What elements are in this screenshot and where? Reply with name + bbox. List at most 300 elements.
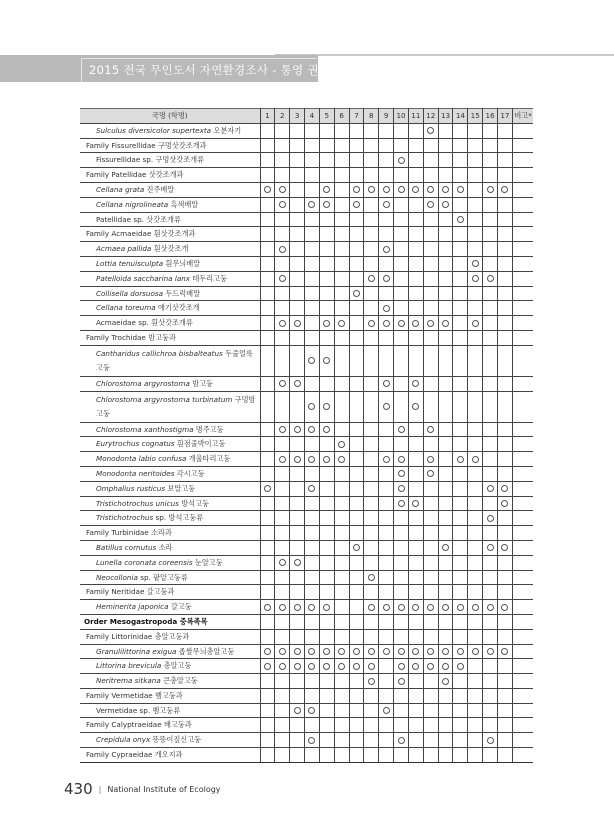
presence-circle-icon — [427, 127, 434, 134]
site-9-cell — [379, 718, 394, 733]
site-11-cell — [408, 600, 423, 615]
site-7-cell — [349, 481, 364, 496]
site-16-cell — [483, 674, 498, 689]
site-13-cell — [438, 733, 453, 748]
presence-circle-icon — [323, 648, 330, 655]
site-12-cell — [423, 540, 438, 555]
header-site-5: 5 — [319, 109, 334, 124]
site-15-cell — [468, 659, 483, 674]
site-15-cell — [468, 718, 483, 733]
site-7-cell — [349, 570, 364, 585]
site-17-cell — [498, 242, 513, 257]
site-3-cell — [290, 437, 305, 452]
korean-name: 똥똥이짚신고둥 — [152, 735, 202, 745]
site-3-cell — [290, 496, 305, 511]
note-cell — [512, 688, 533, 703]
site-5-cell — [319, 316, 334, 331]
korean-name: 두줄얼룩고둥 — [96, 348, 253, 372]
site-10-cell — [394, 123, 409, 138]
site-13-cell — [438, 123, 453, 138]
header-site-13: 13 — [438, 109, 453, 124]
site-11-cell — [408, 733, 423, 748]
site-1-cell — [260, 168, 275, 183]
scientific-name: Crepidula onyx — [96, 735, 151, 745]
site-1-cell — [260, 629, 275, 644]
site-3-cell — [290, 659, 305, 674]
site-11-cell — [408, 242, 423, 257]
site-15-cell — [468, 376, 483, 391]
site-14-cell — [453, 242, 468, 257]
site-13-cell — [438, 437, 453, 452]
site-5-cell — [319, 301, 334, 316]
presence-circle-icon — [353, 648, 360, 655]
site-9-cell — [379, 212, 394, 227]
site-3-cell — [290, 286, 305, 301]
note-cell — [512, 271, 533, 286]
site-2-cell — [275, 718, 290, 733]
presence-circle-icon — [398, 485, 405, 492]
note-cell — [512, 481, 533, 496]
site-9-cell — [379, 511, 394, 526]
korean-name: 갈고둥 — [170, 602, 192, 612]
site-7-cell — [349, 168, 364, 183]
korean-name: 구멍삿갓조개류 — [155, 155, 205, 165]
site-3-cell — [290, 123, 305, 138]
site-7-cell — [349, 644, 364, 659]
site-13-cell — [438, 153, 453, 168]
site-15-cell — [468, 540, 483, 555]
site-13-cell — [438, 496, 453, 511]
site-5-cell — [319, 496, 334, 511]
site-14-cell — [453, 540, 468, 555]
site-17-cell — [498, 452, 513, 467]
site-16-cell — [483, 437, 498, 452]
site-8-cell — [364, 703, 379, 718]
presence-circle-icon — [279, 426, 286, 433]
site-9-cell — [379, 659, 394, 674]
site-10-cell — [394, 138, 409, 153]
site-13-cell — [438, 585, 453, 600]
site-10-cell — [394, 733, 409, 748]
species-name-cell — [80, 123, 260, 138]
site-11-cell — [408, 345, 423, 376]
site-13-cell — [438, 330, 453, 345]
site-16-cell — [483, 614, 498, 629]
site-8-cell — [364, 466, 379, 481]
scientific-name: Cellana grata — [96, 184, 145, 194]
presence-circle-icon — [338, 441, 345, 448]
site-6-cell — [334, 182, 349, 197]
scientific-name: Chlorostoma argyrostoma turbinatum — [96, 394, 233, 404]
presence-circle-icon — [442, 186, 449, 193]
site-10-cell — [394, 511, 409, 526]
site-10-cell — [394, 614, 409, 629]
species-name-cell — [80, 256, 260, 271]
site-17-cell — [498, 138, 513, 153]
species-row — [80, 286, 533, 301]
family-row — [80, 688, 533, 703]
korean-name: 흰삿갓조개 — [153, 244, 189, 254]
site-3-cell — [290, 316, 305, 331]
site-12-cell — [423, 256, 438, 271]
presence-circle-icon — [279, 320, 286, 327]
presence-circle-icon — [353, 544, 360, 551]
species-name-cell — [80, 271, 260, 286]
korean-name: 갈고둥과 — [146, 587, 175, 597]
site-16-cell — [483, 168, 498, 183]
species-name-cell — [80, 227, 260, 242]
site-17-cell — [498, 600, 513, 615]
site-6-cell — [334, 168, 349, 183]
site-14-cell — [453, 718, 468, 733]
site-9-cell — [379, 330, 394, 345]
site-5-cell — [319, 718, 334, 733]
site-9-cell — [379, 286, 394, 301]
site-4-cell — [305, 256, 320, 271]
site-13-cell — [438, 286, 453, 301]
site-9-cell — [379, 242, 394, 257]
site-8-cell — [364, 481, 379, 496]
site-15-cell — [468, 733, 483, 748]
site-14-cell — [453, 703, 468, 718]
species-row — [80, 674, 533, 689]
site-17-cell — [498, 540, 513, 555]
site-10-cell — [394, 316, 409, 331]
site-7-cell — [349, 271, 364, 286]
species-name-cell — [80, 391, 260, 422]
site-12-cell — [423, 466, 438, 481]
site-10-cell — [394, 182, 409, 197]
site-1-cell — [260, 511, 275, 526]
site-7-cell — [349, 511, 364, 526]
site-12-cell — [423, 182, 438, 197]
site-4-cell — [305, 540, 320, 555]
presence-circle-icon — [442, 678, 449, 685]
site-11-cell — [408, 391, 423, 422]
site-14-cell — [453, 316, 468, 331]
site-15-cell — [468, 197, 483, 212]
site-13-cell — [438, 271, 453, 286]
site-11-cell — [408, 182, 423, 197]
presence-circle-icon — [368, 320, 375, 327]
site-10-cell — [394, 301, 409, 316]
site-6-cell — [334, 496, 349, 511]
site-1-cell — [260, 496, 275, 511]
species-row — [80, 437, 533, 452]
presence-circle-icon — [472, 604, 479, 611]
site-3-cell — [290, 688, 305, 703]
site-8-cell — [364, 748, 379, 763]
header-site-9: 9 — [379, 109, 394, 124]
site-2-cell — [275, 526, 290, 541]
site-6-cell — [334, 437, 349, 452]
site-17-cell — [498, 376, 513, 391]
site-4-cell — [305, 330, 320, 345]
site-15-cell — [468, 301, 483, 316]
site-14-cell — [453, 570, 468, 585]
species-name-cell — [80, 644, 260, 659]
presence-circle-icon — [368, 648, 375, 655]
site-10-cell — [394, 391, 409, 422]
site-15-cell — [468, 748, 483, 763]
site-16-cell — [483, 570, 498, 585]
site-12-cell — [423, 242, 438, 257]
site-10-cell — [394, 629, 409, 644]
site-14-cell — [453, 256, 468, 271]
korean-name: 배고둥과 — [163, 720, 192, 730]
site-1-cell — [260, 703, 275, 718]
species-name-cell — [80, 466, 260, 481]
presence-circle-icon — [412, 320, 419, 327]
site-11-cell — [408, 570, 423, 585]
scientific-name: Cellana nigrolineata — [96, 199, 169, 209]
site-2-cell — [275, 422, 290, 437]
species-name-cell — [80, 659, 260, 674]
site-14-cell — [453, 182, 468, 197]
site-14-cell — [453, 345, 468, 376]
note-cell — [512, 212, 533, 227]
note-cell — [512, 376, 533, 391]
korean-name: 각시고둥 — [176, 468, 205, 478]
site-4-cell — [305, 526, 320, 541]
site-9-cell — [379, 301, 394, 316]
site-11-cell — [408, 452, 423, 467]
site-17-cell — [498, 496, 513, 511]
site-3-cell — [290, 452, 305, 467]
site-13-cell — [438, 391, 453, 422]
scientific-name: Lottia tenuisculpta — [96, 258, 164, 268]
species-row — [80, 452, 533, 467]
site-10-cell — [394, 168, 409, 183]
site-7-cell — [349, 286, 364, 301]
species-name-cell — [80, 330, 260, 345]
site-1-cell — [260, 674, 275, 689]
presence-circle-icon — [368, 186, 375, 193]
site-9-cell — [379, 182, 394, 197]
korean-name: 테두리고둥 — [192, 273, 228, 283]
family-row — [80, 629, 533, 644]
site-8-cell — [364, 256, 379, 271]
note-cell — [512, 718, 533, 733]
site-11-cell — [408, 748, 423, 763]
site-10-cell — [394, 718, 409, 733]
site-12-cell — [423, 555, 438, 570]
presence-circle-icon — [264, 485, 271, 492]
presence-circle-icon — [294, 604, 301, 611]
species-name-cell — [80, 540, 260, 555]
site-1-cell — [260, 733, 275, 748]
presence-circle-icon — [294, 663, 301, 670]
site-7-cell — [349, 600, 364, 615]
site-8-cell — [364, 555, 379, 570]
site-1-cell — [260, 123, 275, 138]
site-14-cell — [453, 301, 468, 316]
site-5-cell — [319, 644, 334, 659]
site-2-cell — [275, 242, 290, 257]
korean-name: 개울타리고둥 — [188, 454, 231, 464]
site-7-cell — [349, 437, 364, 452]
site-10-cell — [394, 748, 409, 763]
site-12-cell — [423, 316, 438, 331]
header-site-8: 8 — [364, 109, 379, 124]
presence-circle-icon — [442, 648, 449, 655]
note-cell — [512, 301, 533, 316]
presence-circle-icon — [279, 201, 286, 208]
species-name-cell — [80, 688, 260, 703]
site-11-cell — [408, 614, 423, 629]
site-17-cell — [498, 153, 513, 168]
site-1-cell — [260, 585, 275, 600]
site-3-cell — [290, 600, 305, 615]
site-16-cell — [483, 271, 498, 286]
species-name-cell — [80, 585, 260, 600]
note-cell — [512, 511, 533, 526]
site-3-cell — [290, 570, 305, 585]
site-14-cell — [453, 286, 468, 301]
site-15-cell — [468, 555, 483, 570]
presence-circle-icon — [279, 663, 286, 670]
presence-circle-icon — [427, 648, 434, 655]
note-cell — [512, 659, 533, 674]
site-7-cell — [349, 227, 364, 242]
scientific-name: Nerítrema sitkana — [96, 676, 161, 686]
site-15-cell — [468, 138, 483, 153]
presence-circle-icon — [323, 426, 330, 433]
scientific-name: Patelloida saccharina lanx — [96, 273, 191, 283]
site-9-cell — [379, 227, 394, 242]
site-10-cell — [394, 600, 409, 615]
species-row — [80, 570, 533, 585]
site-3-cell — [290, 748, 305, 763]
species-row — [80, 600, 533, 615]
site-5-cell — [319, 345, 334, 376]
site-11-cell — [408, 123, 423, 138]
site-7-cell — [349, 182, 364, 197]
site-2-cell — [275, 688, 290, 703]
site-3-cell — [290, 511, 305, 526]
site-16-cell — [483, 452, 498, 467]
header-site-1: 1 — [260, 109, 275, 124]
site-6-cell — [334, 570, 349, 585]
site-14-cell — [453, 674, 468, 689]
site-16-cell — [483, 659, 498, 674]
site-6-cell — [334, 688, 349, 703]
site-11-cell — [408, 629, 423, 644]
species-row — [80, 256, 533, 271]
presence-circle-icon — [383, 201, 390, 208]
species-row — [80, 466, 533, 481]
presence-circle-icon — [398, 186, 405, 193]
site-16-cell — [483, 540, 498, 555]
presence-circle-icon — [294, 456, 301, 463]
site-6-cell — [334, 212, 349, 227]
site-2-cell — [275, 629, 290, 644]
presence-circle-icon — [383, 380, 390, 387]
site-6-cell — [334, 718, 349, 733]
presence-circle-icon — [294, 380, 301, 387]
species-row — [80, 481, 533, 496]
site-6-cell — [334, 629, 349, 644]
site-16-cell — [483, 555, 498, 570]
presence-circle-icon — [501, 544, 508, 551]
note-cell — [512, 585, 533, 600]
site-10-cell — [394, 330, 409, 345]
site-13-cell — [438, 168, 453, 183]
site-9-cell — [379, 123, 394, 138]
species-name-cell — [80, 733, 260, 748]
site-16-cell — [483, 466, 498, 481]
scientific-name: Family Acmaeidae — [86, 229, 152, 239]
site-11-cell — [408, 674, 423, 689]
site-9-cell — [379, 316, 394, 331]
family-row — [80, 168, 533, 183]
site-10-cell — [394, 659, 409, 674]
site-13-cell — [438, 422, 453, 437]
site-4-cell — [305, 496, 320, 511]
scientific-name: Neocollonia — [96, 572, 138, 582]
site-2-cell — [275, 197, 290, 212]
presence-circle-icon — [487, 648, 494, 655]
site-6-cell — [334, 242, 349, 257]
site-16-cell — [483, 526, 498, 541]
presence-circle-icon — [338, 320, 345, 327]
header-site-4: 4 — [305, 109, 320, 124]
site-2-cell — [275, 286, 290, 301]
site-13-cell — [438, 376, 453, 391]
site-11-cell — [408, 659, 423, 674]
presence-circle-icon — [398, 500, 405, 507]
site-15-cell — [468, 585, 483, 600]
site-4-cell — [305, 674, 320, 689]
presence-circle-icon — [398, 426, 405, 433]
site-12-cell — [423, 496, 438, 511]
scientific-name: Tristichotrochus — [96, 513, 154, 523]
site-2-cell — [275, 614, 290, 629]
site-6-cell — [334, 659, 349, 674]
site-8-cell — [364, 286, 379, 301]
site-11-cell — [408, 212, 423, 227]
korean-name: 뱀고둥류 — [152, 705, 181, 715]
site-8-cell — [364, 422, 379, 437]
site-15-cell — [468, 600, 483, 615]
scientific-name: Family Neritidae — [86, 587, 145, 597]
scientific-name: Batillus cornutus — [96, 542, 157, 552]
site-5-cell — [319, 748, 334, 763]
site-12-cell — [423, 748, 438, 763]
site-7-cell — [349, 316, 364, 331]
species-name-cell — [80, 555, 260, 570]
site-12-cell — [423, 212, 438, 227]
site-4-cell — [305, 629, 320, 644]
document-title: 2015 전국 무인도서 자연환경조사 - 통영 권역 — [81, 58, 317, 82]
site-3-cell — [290, 703, 305, 718]
presence-circle-icon — [457, 604, 464, 611]
species-name-cell — [80, 242, 260, 257]
site-11-cell — [408, 138, 423, 153]
site-14-cell — [453, 748, 468, 763]
site-7-cell — [349, 391, 364, 422]
site-7-cell — [349, 123, 364, 138]
species-row — [80, 733, 533, 748]
note-cell — [512, 242, 533, 257]
site-17-cell — [498, 316, 513, 331]
presence-circle-icon — [308, 456, 315, 463]
site-4-cell — [305, 376, 320, 391]
note-cell — [512, 138, 533, 153]
species-name-cell — [80, 153, 260, 168]
site-2-cell — [275, 330, 290, 345]
site-3-cell — [290, 555, 305, 570]
